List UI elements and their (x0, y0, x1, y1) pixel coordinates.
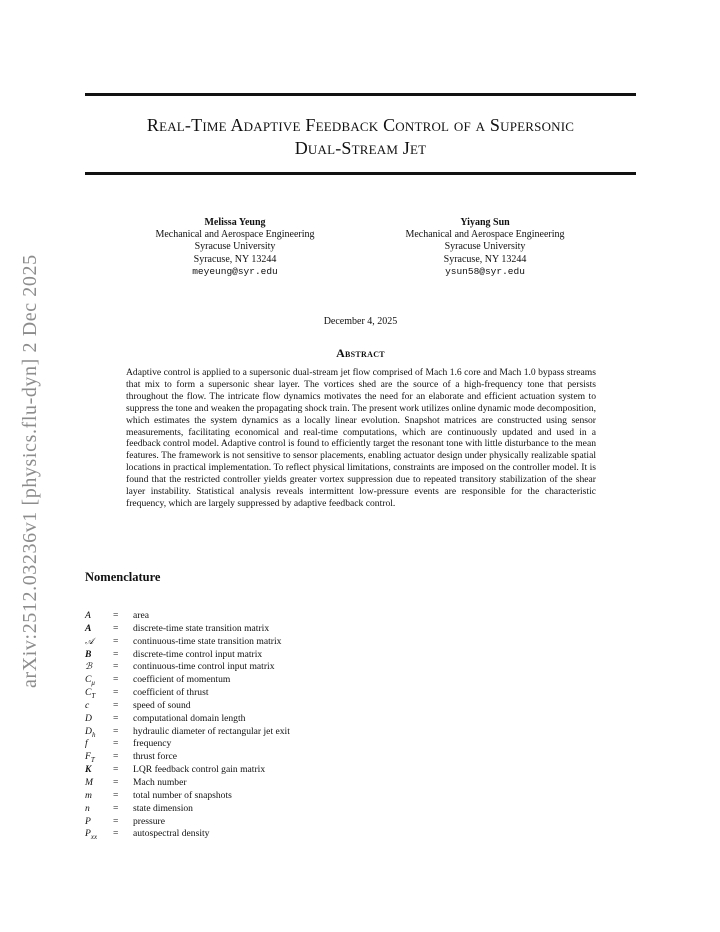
paper-date: December 4, 2025 (323, 316, 398, 327)
nomenclature-symbol: m (85, 789, 92, 801)
nomenclature-symbol: 𝒜 (85, 636, 94, 647)
nomenclature-row (85, 700, 290, 713)
nomenclature-row (85, 790, 290, 803)
nomenclature-equals: = (113, 776, 119, 788)
paper-title (85, 114, 636, 160)
nomenclature-description: Mach number (133, 776, 187, 788)
nomenclature-symbol: ℬ (85, 662, 93, 673)
nomenclature-symbol: f (85, 738, 88, 750)
nomenclature-description: pressure (133, 815, 165, 827)
nomenclature-symbol: $D_h$ (85, 725, 96, 739)
nomenclature-description: coefficient of momentum (133, 674, 231, 686)
nomenclature-symbol: $C_T$ (85, 687, 96, 700)
nomenclature-description: LQR feedback control gain matrix (133, 764, 266, 776)
author-department: Mechanical and Aerospace Engineering (405, 229, 565, 241)
nomenclature-symbol: B (85, 648, 92, 660)
nomenclature-description: continuous-time control input matrix (133, 661, 275, 673)
nomenclature-row (85, 764, 290, 777)
nomenclature-row (85, 661, 290, 674)
nomenclature-row (85, 803, 290, 816)
nomenclature-symbol: n (85, 802, 90, 814)
nomenclature-description: thrust force (133, 751, 177, 763)
nomenclature-row (85, 816, 290, 829)
nomenclature-equals: = (113, 751, 119, 763)
nomenclature-equals: = (113, 712, 119, 724)
nomenclature-equals: = (113, 661, 119, 673)
nomenclature-symbol: $P_{xx}$ (85, 828, 98, 842)
author-email[interactable]: meyeung@syr.edu (192, 265, 278, 277)
nomenclature-row (85, 751, 290, 764)
nomenclature-row (85, 828, 290, 841)
nomenclature-symbol: A (85, 622, 92, 634)
nomenclature-description: state dimension (133, 802, 193, 814)
nomenclature-equals: = (113, 815, 119, 827)
nomenclature-description: area (133, 610, 149, 621)
nomenclature-symbol: D (85, 712, 92, 724)
nomenclature-description: autospectral density (133, 828, 210, 840)
nomenclature-row (85, 726, 290, 739)
nomenclature-row (85, 623, 290, 636)
author-block-2 (370, 217, 600, 278)
nomenclature-list (85, 610, 290, 841)
nomenclature-symbol: c (85, 699, 90, 711)
arxiv-identifier: arXiv:2512.03236v1 [physics.flu-dyn] 2 Dec 2025 (19, 254, 41, 688)
nomenclature-symbol: $C_\mu$ (85, 674, 95, 688)
nomenclature-description: discrete-time control input matrix (133, 648, 263, 660)
nomenclature-row (85, 636, 290, 649)
author-university: Syracuse University (444, 241, 526, 253)
nomenclature-row (85, 649, 290, 662)
nomenclature-description: computational domain length (133, 712, 246, 724)
nomenclature-row (85, 687, 290, 700)
nomenclature-row (85, 777, 290, 790)
author-department: Mechanical and Aerospace Engineering (155, 229, 315, 241)
title-top-rule (85, 93, 636, 96)
nomenclature-row (85, 713, 290, 726)
abstract-heading: Abstract (336, 346, 385, 360)
nomenclature-equals: = (113, 725, 119, 737)
nomenclature-symbol: $F_T$ (85, 751, 95, 765)
nomenclature-description: coefficient of thrust (133, 687, 209, 699)
author-address: Syracuse, NY 13244 (443, 253, 527, 265)
nomenclature-equals: = (113, 610, 119, 621)
nomenclature-symbol: K (85, 764, 92, 776)
nomenclature-description: speed of sound (133, 699, 191, 711)
nomenclature-equals: = (113, 738, 119, 750)
nomenclature-row (85, 738, 290, 751)
author-university: Syracuse University (194, 241, 276, 253)
nomenclature-row (85, 674, 290, 687)
title-line-1: Real-Time Adaptive Feedback Control of a Supersonic (146, 115, 575, 135)
nomenclature-symbol: P (85, 815, 91, 827)
nomenclature-equals: = (113, 622, 119, 634)
nomenclature-equals: = (113, 802, 119, 814)
nomenclature-description: continuous-time state transition matrix (133, 635, 282, 647)
abstract-body: Adaptive control is applied to a supersonic dual-stream jet flow comprised of Mach 1.6 core and Mach 1.0 bypass streams that mix to form a supersonic shear layer. The vortices shed are the source of a high-frequency tone that persists throughout the flow. The intricate flow dynamics motivates the need for an elaborate and efficient actuation system to suppress the tone and weaken the propagating shock train. The present work utilizes online dynamic mode decomposition, which estimates the system dynamics as a locally linear evolution. Snapshot matrices are constructed using sensor measurements, facilitating economical and real-time computations, which are continuously updated and used in a feedback control model. Adaptive control is found to efficiently target the resonant tone with little disturbance to the mean features. The framework is not sensitive to sensor placements, enabling actuator design under physically realizable spatial locations in practical implementation. To reflect physical limitations, constraints are imposed on the controller model. It is found that the restricted controller yields greater vortex suppression due to repeated transitory stabilization of the shear layer instability. Statistical analysis reveals intermittent low-pressure events are responsible for the characteristic frequency, which are largely suppressed by adaptive feedback control. (126, 367, 596, 509)
nomenclature-symbol: M (85, 776, 93, 788)
nomenclature-description: frequency (133, 738, 172, 750)
author-name: Melissa Yeung (204, 217, 266, 228)
nomenclature-equals: = (113, 764, 119, 776)
nomenclature-equals: = (113, 828, 119, 840)
nomenclature-description: hydraulic diameter of rectangular jet exit (133, 725, 290, 737)
nomenclature-description: discrete-time state transition matrix (133, 622, 270, 634)
nomenclature-equals: = (113, 699, 119, 711)
author-block-1 (120, 217, 350, 278)
author-name: Yiyang Sun (460, 217, 510, 228)
nomenclature-equals: = (113, 674, 119, 686)
author-email[interactable]: ysun58@syr.edu (445, 265, 525, 277)
nomenclature-description: total number of snapshots (133, 789, 232, 801)
nomenclature-equals: = (113, 789, 119, 801)
nomenclature-equals: = (113, 648, 119, 660)
author-address: Syracuse, NY 13244 (193, 253, 277, 265)
nomenclature-symbol: A (85, 610, 91, 621)
nomenclature-equals: = (113, 687, 119, 699)
title-line-2: Dual-Stream Jet (294, 138, 427, 158)
nomenclature-heading: Nomenclature (85, 570, 161, 584)
nomenclature-equals: = (113, 635, 119, 647)
title-bottom-rule (85, 172, 636, 175)
nomenclature-row (85, 610, 290, 623)
